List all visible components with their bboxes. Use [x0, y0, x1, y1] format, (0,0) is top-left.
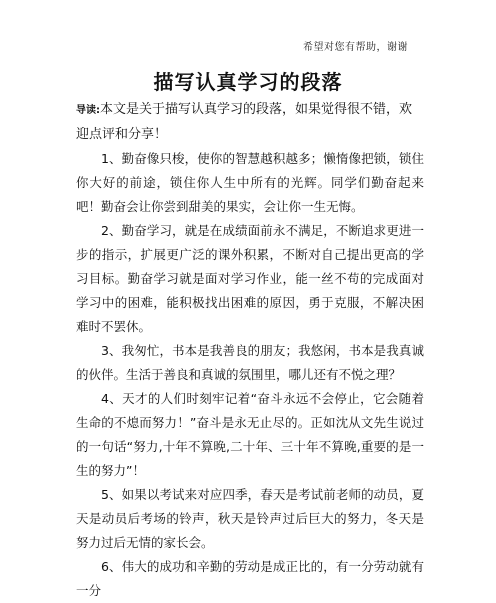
paragraph-2: 2、勤奋学习，就是在成绩面前永不满足，不断追求更进一步的指示，扩展更广泛的课外积累，不断对自己提出更高的学习目标。勤奋学习就是面对学习作业，能一丝不苟的完成面对学习中的困难，能积极找出困难的原因，勇于克服，不解决困难时不罢休。 [76, 223, 424, 334]
document-title: 描写认真学习的段落 [153, 70, 343, 94]
intro-lead-label: 导读: [76, 105, 100, 116]
header-note: 希望对您有帮助，谢谢 [303, 42, 408, 53]
intro-text: 本文是关于描写认真学习的段落，如果觉得很不错，欢迎点评和分享！ [76, 102, 413, 142]
intro-paragraph [76, 98, 424, 147]
paragraph-3: 3、我匆忙，书本是我善良的朋友；我悠闲，书本是我真诚的伙伴。生活于善良和真诚的氛围里，哪儿还有不悦之理？ [76, 343, 424, 382]
paragraph-5: 5、如果以考试来对应四季，春天是考试前老师的动员，夏天是动员后考场的铃声，秋天是铃声过后巨大的努力，冬天是努力过后无情的家长会。 [76, 487, 424, 550]
paragraph-6: 6、伟大的成功和辛勤的劳动是成正比的，有一分劳动就有一分 [76, 559, 424, 598]
paragraph-1: 1、勤奋像只梭，使你的智慧越积越多；懒惰像把锁，锁住你大好的前途，锁住你人生中所有的光辉。同学们勤奋起来吧！勤奋会让你尝到甜美的果实，会让你一生无悔。 [76, 151, 424, 214]
document-body [76, 98, 424, 603]
paragraph-4: 4、天才的人们时刻牢记着“奋斗永远不会停止，它会随着生命的不熄而努力！”奋斗是永无止尽的。正如沈从文先生说过的一句话“努力,十年不算晚,二十年、三十年不算晚,重要的是一生的努力”！ [76, 391, 424, 478]
